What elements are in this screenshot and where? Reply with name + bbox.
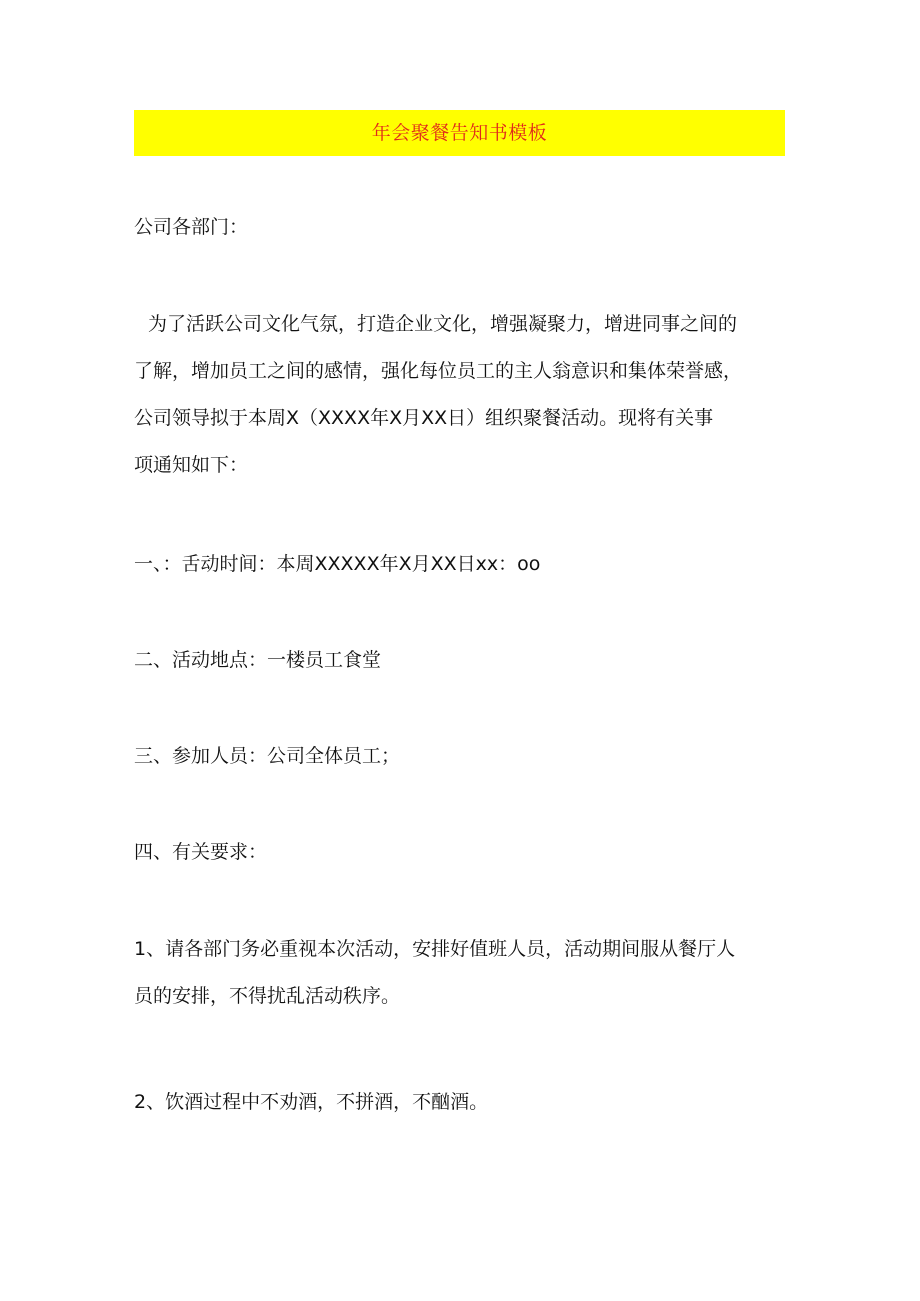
item-requirements: 四、有关要求： [134,841,268,863]
item-time: 一、：舌动时间：本周XXXXX年X月XX日xx：oo [134,553,541,575]
intro-paragraph [134,315,794,503]
requirement-1-line: 1、请各部门务必重视本次活动，安排好值班人员，活动期间服从餐厅人 [134,938,736,960]
requirement-2: 2、饮酒过程中不劝酒，不拼酒，不酗酒。 [134,1091,489,1113]
requirement-1 [134,940,794,1034]
intro-line: 项通知如下： [134,454,249,476]
requirement-1-line: 员的安排，不得扰乱活动秩序。 [134,985,401,1007]
salutation: 公司各部门： [134,216,249,238]
intro-line: 为了活跃公司文化气氛，打造企业文化，增强凝聚力，增进同事之间的 [148,313,738,335]
intro-line: 公司领导拟于本周X（XXXX年X月XX日）组织聚餐活动。现将有关事 [134,407,714,429]
item-participants: 三、参加人员：公司全体员工； [134,745,401,767]
document-title: 年会聚餐告知书模板 [371,121,548,144]
item-location: 二、活动地点：一楼员工食堂 [134,649,382,671]
intro-line: 了解，增加员工之间的感情，强化每位员工的主人翁意识和集体荣誉感， [134,360,743,382]
title-banner [134,110,785,156]
